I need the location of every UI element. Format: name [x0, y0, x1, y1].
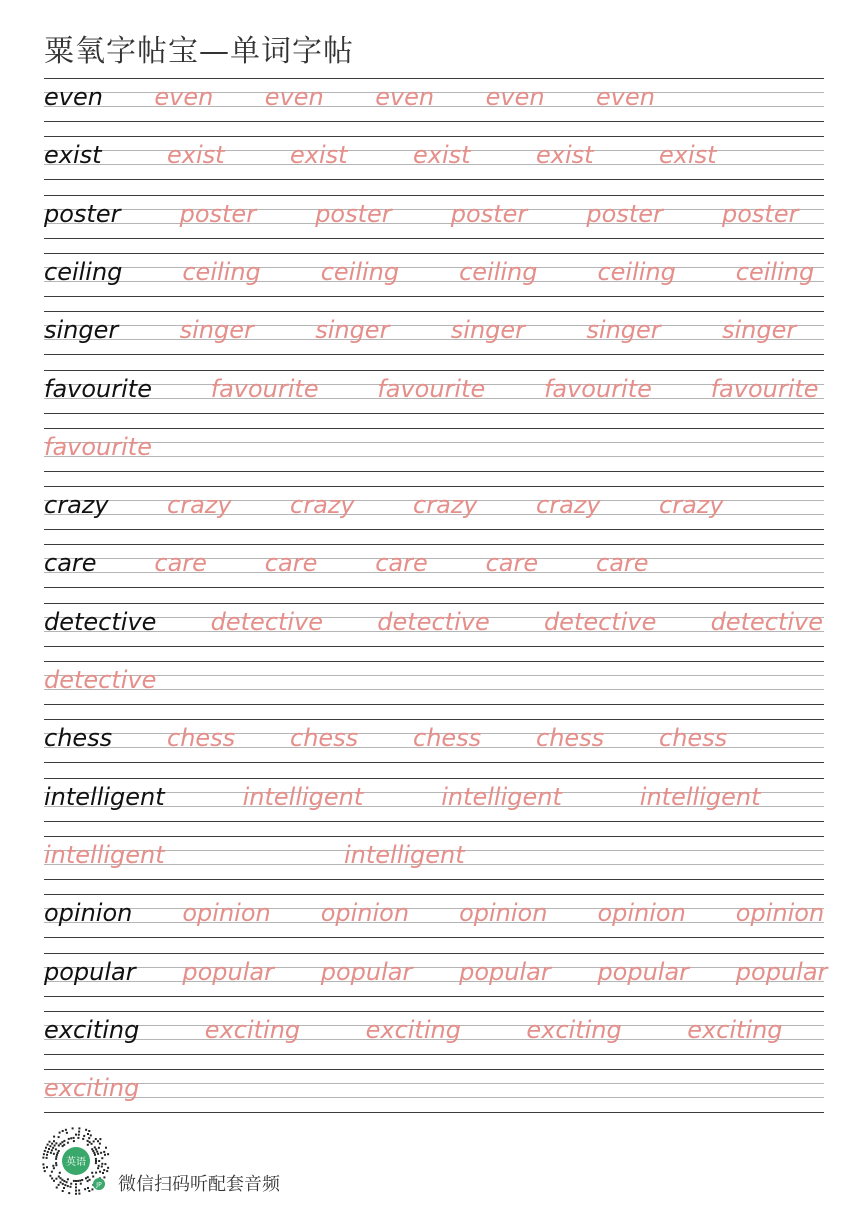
- trace-word: favourite: [377, 374, 486, 403]
- rule-line: [44, 253, 824, 254]
- trace-word: favourite: [210, 374, 319, 403]
- model-word: opinion: [44, 899, 133, 928]
- ruled-row: [44, 136, 824, 180]
- trace-word: favourite: [543, 374, 652, 403]
- trace-word: detective: [377, 607, 490, 636]
- ruled-row: [44, 778, 824, 822]
- rule-line: [44, 1083, 824, 1084]
- rule-line: [44, 908, 824, 909]
- ruled-row: [44, 253, 824, 297]
- rule-line: [44, 981, 824, 982]
- ruled-row: [44, 894, 824, 938]
- model-word: favourite: [44, 374, 152, 403]
- trace-word: care: [375, 549, 428, 578]
- trace-word: detective: [44, 666, 157, 694]
- rule-line: [44, 544, 824, 545]
- trace-word: even: [485, 83, 545, 111]
- trace-word: care: [596, 549, 649, 578]
- qr-code-icon[interactable]: [40, 1126, 112, 1198]
- qr-badge-text: 英语: [66, 1157, 86, 1168]
- rule-line: [44, 195, 824, 196]
- trace-word: chess: [659, 724, 728, 753]
- model-word: care: [44, 549, 97, 578]
- trace-word: opinion: [182, 899, 271, 928]
- rule-line: [44, 209, 824, 210]
- trace-word: exciting: [526, 1015, 622, 1044]
- rule-line: [44, 1069, 824, 1070]
- trace-word: intelligent: [44, 840, 165, 869]
- trace-word: favourite: [44, 432, 152, 461]
- trace-word: opinion: [597, 899, 686, 928]
- trace-word: crazy: [536, 491, 601, 520]
- trace-word: even: [596, 83, 655, 111]
- rule-line: [44, 370, 824, 371]
- trace-word: popular: [597, 957, 690, 986]
- rule-line: [44, 675, 824, 676]
- rule-line: [44, 894, 824, 895]
- rule-line: [44, 689, 824, 690]
- rule-line: [44, 281, 824, 282]
- trace-word: care: [264, 549, 318, 578]
- trace-word: ceiling: [182, 257, 261, 286]
- rule-line: [44, 121, 824, 122]
- model-word: exist: [44, 141, 102, 170]
- rule-line: [44, 339, 824, 340]
- ruled-row: [44, 311, 824, 355]
- trace-word: exist: [413, 141, 471, 170]
- trace-word: chess: [167, 724, 236, 753]
- trace-word: poster: [179, 199, 257, 228]
- trace-word: singer: [722, 316, 797, 345]
- rule-line: [44, 967, 824, 968]
- rule-line: [44, 1054, 824, 1055]
- trace-word: care: [485, 549, 539, 578]
- rule-line: [44, 922, 824, 923]
- trace-word: exist: [536, 141, 594, 170]
- rule-line: [44, 296, 824, 297]
- trace-word: exciting: [204, 1015, 301, 1044]
- footer-caption: 微信扫码听配套音频: [118, 1174, 280, 1195]
- trace-word: popular: [459, 957, 551, 986]
- rule-line: [44, 719, 824, 720]
- trace-word: chess: [413, 724, 482, 753]
- trace-word: ceiling: [735, 257, 815, 286]
- rule-line: [44, 267, 824, 268]
- rule-line: [44, 1097, 824, 1098]
- trace-word: exciting: [365, 1015, 461, 1044]
- model-word: exciting: [44, 1015, 140, 1044]
- trace-word: intelligent: [441, 782, 562, 811]
- trace-word: singer: [315, 316, 390, 345]
- ruled-row: [44, 953, 828, 997]
- trace-word: crazy: [413, 491, 478, 520]
- trace-word: poster: [586, 199, 663, 228]
- trace-word: exist: [659, 141, 717, 170]
- rule-line: [44, 325, 824, 326]
- rule-line: [44, 1011, 824, 1012]
- trace-word: opinion: [735, 899, 825, 928]
- qr-small-badge-text: JP: [96, 1181, 102, 1189]
- ruled-row: [44, 1069, 824, 1113]
- trace-word: singer: [179, 316, 254, 345]
- rule-line: [44, 953, 824, 954]
- trace-word: popular: [182, 957, 274, 986]
- rule-line: [44, 646, 824, 647]
- rule-line: [44, 661, 824, 662]
- trace-word: chess: [536, 724, 605, 753]
- rule-line: [44, 136, 824, 137]
- trace-word: ceiling: [320, 257, 400, 286]
- trace-word: chess: [290, 724, 359, 753]
- trace-word: detective: [210, 607, 324, 636]
- trace-word: singer: [450, 316, 526, 345]
- trace-word: crazy: [659, 491, 724, 520]
- trace-word: care: [154, 549, 207, 578]
- rule-line: [44, 238, 824, 239]
- rule-line: [44, 354, 824, 355]
- trace-word: exist: [290, 141, 348, 170]
- ruled-row: [44, 719, 824, 763]
- trace-word: even: [375, 83, 435, 111]
- trace-word: opinion: [459, 899, 548, 928]
- model-word: detective: [44, 607, 157, 636]
- ruled-row: [44, 195, 824, 239]
- ruled-row: [44, 836, 824, 880]
- ruled-row: [44, 1011, 824, 1055]
- trace-word: poster: [315, 199, 392, 228]
- model-word: singer: [44, 316, 119, 345]
- rule-line: [44, 879, 824, 880]
- page-title: 粟氧字帖宝—单词字帖: [44, 34, 354, 69]
- trace-word: intelligent: [639, 782, 761, 811]
- trace-word: exciting: [687, 1015, 783, 1044]
- trace-word: detective: [543, 607, 657, 636]
- rule-line: [44, 529, 824, 530]
- trace-word: exist: [167, 141, 225, 170]
- model-word: intelligent: [44, 782, 165, 811]
- ruled-row: [44, 544, 824, 588]
- ruled-row: [44, 486, 824, 530]
- trace-word: crazy: [290, 491, 355, 520]
- trace-word: poster: [722, 199, 799, 228]
- rule-line: [44, 471, 824, 472]
- trace-word: favourite: [710, 374, 819, 403]
- copybook-sheet: [44, 78, 828, 1118]
- trace-word: popular: [735, 957, 828, 986]
- model-word: chess: [44, 724, 113, 753]
- rule-line: [44, 179, 824, 180]
- rule-line: [44, 836, 824, 837]
- trace-word: even: [154, 83, 214, 111]
- rule-line: [44, 587, 824, 588]
- rule-line: [44, 413, 824, 414]
- trace-word: poster: [450, 199, 528, 228]
- trace-word: exciting: [44, 1074, 140, 1103]
- trace-word: ceiling: [597, 257, 676, 286]
- ruled-row: [44, 428, 824, 472]
- trace-word: opinion: [320, 899, 410, 928]
- rule-line: [44, 486, 824, 487]
- rule-line: [44, 456, 824, 457]
- ruled-row: [44, 661, 824, 705]
- rule-line: [44, 778, 824, 779]
- model-word: crazy: [44, 491, 109, 520]
- rule-line: [44, 996, 824, 997]
- ruled-row: [44, 370, 824, 414]
- model-word: ceiling: [44, 257, 123, 286]
- model-word: even: [44, 83, 103, 111]
- model-word: popular: [44, 957, 136, 986]
- rule-line: [44, 442, 824, 443]
- trace-word: even: [264, 83, 324, 111]
- model-word: poster: [44, 199, 121, 228]
- trace-word: detective: [710, 607, 824, 636]
- footer: [40, 1126, 640, 1206]
- rule-line: [44, 223, 824, 224]
- trace-word: singer: [586, 316, 661, 345]
- trace-word: intelligent: [344, 840, 465, 869]
- rule-line: [44, 78, 824, 79]
- trace-word: crazy: [167, 491, 232, 520]
- rule-line: [44, 937, 824, 938]
- rule-line: [44, 311, 824, 312]
- ruled-row: [44, 603, 824, 647]
- rule-line: [44, 428, 824, 429]
- rule-line: [44, 1112, 824, 1113]
- ruled-row: [44, 78, 824, 122]
- trace-word: ceiling: [459, 257, 538, 286]
- trace-word: popular: [320, 957, 413, 986]
- rule-line: [44, 762, 824, 763]
- rule-line: [44, 603, 824, 604]
- trace-word: intelligent: [242, 782, 364, 811]
- rule-line: [44, 821, 824, 822]
- rule-line: [44, 704, 824, 705]
